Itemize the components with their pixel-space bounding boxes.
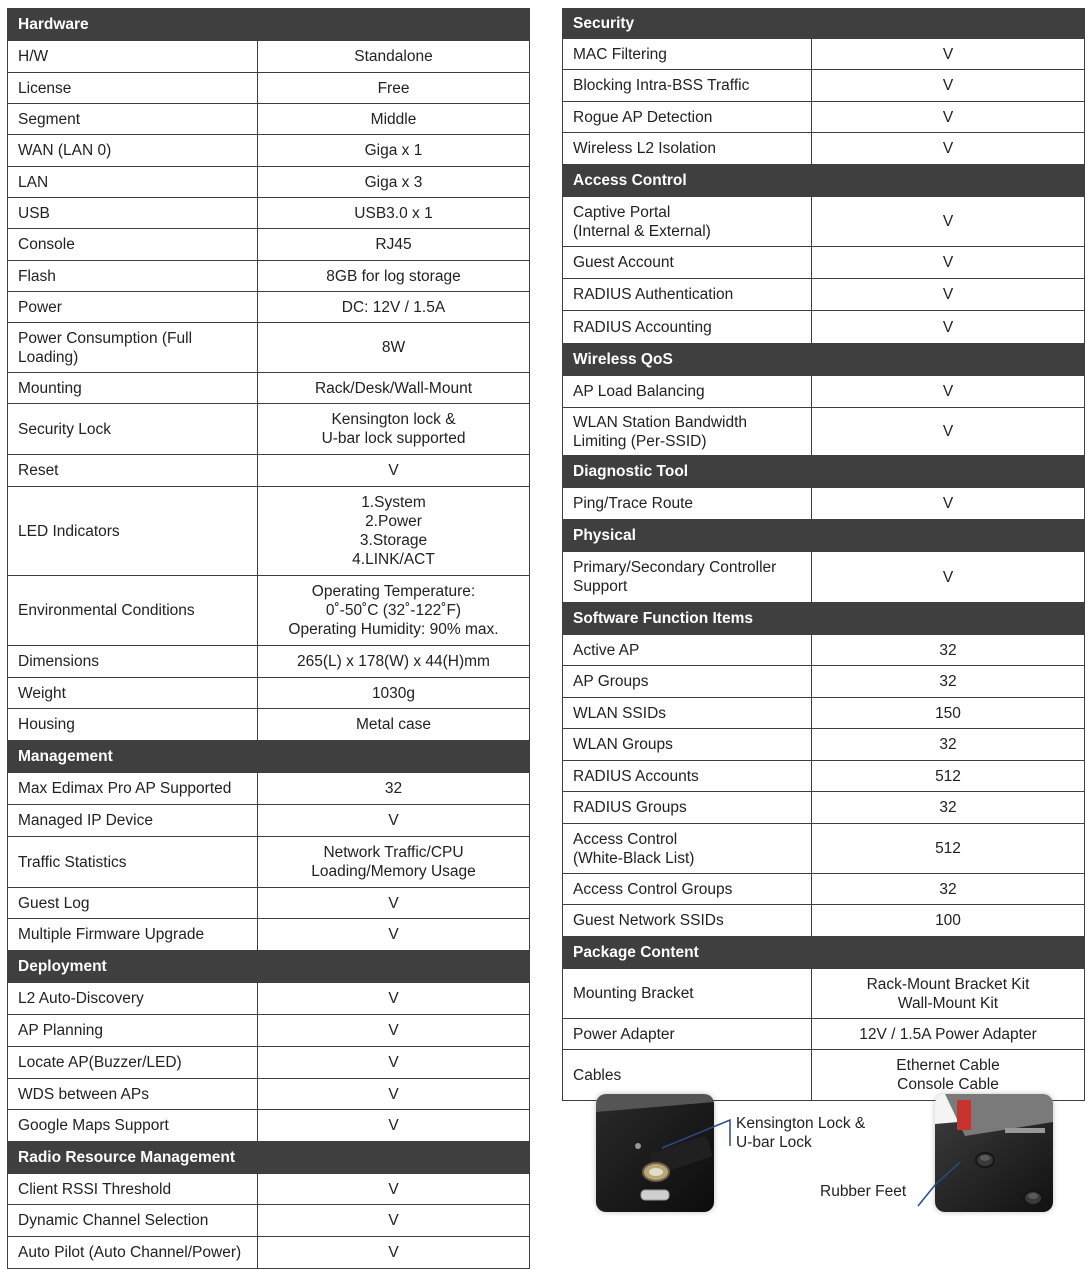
spec-label (563, 1019, 812, 1050)
rubber-feet-caption: Rubber Feet (820, 1183, 907, 1200)
section-header (563, 165, 1085, 197)
spec-value: DC: 12V / 1.5A (258, 292, 530, 323)
spec-row (563, 39, 1085, 70)
spec-value: 32 (812, 792, 1085, 824)
spec-label-text: Power Adapter (573, 1025, 675, 1043)
spec-row (8, 41, 530, 73)
spec-row (563, 408, 1085, 456)
spec-value: 32 (812, 729, 1085, 761)
spec-value: Middle (258, 104, 530, 135)
spec-value: V (812, 408, 1085, 456)
spec-label (8, 41, 258, 73)
spec-label-text: Access Control Groups (573, 880, 733, 898)
spec-label-text: WLAN SSIDs (573, 704, 667, 722)
spec-value: Kensington lock & U-bar lock supported (258, 404, 530, 455)
spec-value: USB3.0 x 1 (258, 198, 530, 229)
spec-row (8, 261, 530, 292)
spec-label-text: Managed IP Device (18, 812, 153, 829)
spec-label-text: Environmental Conditions (18, 602, 195, 619)
spec-label (563, 197, 812, 247)
spec-label (8, 404, 258, 455)
spec-label (8, 261, 258, 292)
spec-value: 32 (812, 635, 1085, 666)
spec-value: 150 (812, 698, 1085, 729)
spec-value: Free (258, 73, 530, 104)
spec-row (8, 104, 530, 135)
section-header (8, 741, 530, 773)
spec-label-text: L2 Auto-Discovery (18, 990, 144, 1007)
spec-value: V (812, 488, 1085, 520)
spec-label (8, 292, 258, 323)
spec-row (8, 805, 530, 837)
section-header (563, 9, 1085, 39)
spec-value: 32 (258, 773, 530, 805)
kensington-lock-caption: Kensington Lock & U-bar Lock (736, 1115, 866, 1151)
spec-row (8, 919, 530, 951)
spec-row (8, 198, 530, 229)
spec-label (563, 102, 812, 133)
section-header (563, 603, 1085, 635)
section-title: Hardware (8, 9, 530, 41)
spec-label-text: Guest Log (18, 894, 90, 912)
spec-value: V (258, 1205, 530, 1237)
section-title: Package Content (563, 937, 1085, 969)
right-spec-column (562, 8, 1085, 1101)
left-spec-table (7, 8, 530, 1269)
spec-value: Giga x 1 (258, 135, 530, 167)
spec-label-text: Reset (18, 462, 59, 479)
section-header (8, 9, 530, 41)
spec-label-text: Ping/Trace Route (573, 495, 694, 512)
spec-label-text: Flash (18, 267, 56, 285)
spec-label-text: Weight (18, 684, 66, 702)
spec-label (563, 666, 812, 698)
spec-label-text: Security Lock (18, 420, 112, 438)
spec-label (563, 376, 812, 408)
spec-value: V (258, 983, 530, 1015)
spec-row (8, 888, 530, 919)
spec-row (8, 1237, 530, 1269)
spec-value: 32 (812, 666, 1085, 698)
spec-label-text: Google Maps Support (18, 1117, 169, 1134)
spec-value: V (812, 376, 1085, 408)
spec-label (8, 1047, 258, 1079)
spec-label-text: Multiple Firmware Upgrade (18, 926, 205, 943)
spec-value: 32 (812, 874, 1085, 905)
spec-value: V (812, 133, 1085, 165)
spec-row (8, 983, 530, 1015)
spec-label-text: Auto Pilot (Auto Channel/Power) (18, 1244, 242, 1261)
spec-row (8, 167, 530, 198)
spec-label-text: WAN (LAN 0) (18, 142, 112, 159)
spec-row (8, 373, 530, 404)
spec-label (563, 635, 812, 666)
spec-label (8, 773, 258, 805)
spec-row (563, 1019, 1085, 1050)
spec-value: V (258, 888, 530, 919)
section-title: Deployment (8, 951, 530, 983)
spec-label-text: LAN (18, 173, 49, 191)
spec-label (8, 487, 258, 576)
spec-row (8, 1205, 530, 1237)
spec-label-text: Mounting (18, 379, 82, 397)
spec-value: V (812, 70, 1085, 102)
spec-value: V (258, 1110, 530, 1142)
spec-label-text: RADIUS Groups (573, 799, 687, 816)
spec-row (563, 969, 1085, 1019)
section-header (8, 951, 530, 983)
spec-value: V (258, 455, 530, 487)
spec-label (563, 698, 812, 729)
spec-label-text: Guest Account (573, 254, 674, 271)
spec-row (563, 552, 1085, 603)
spec-label (563, 824, 812, 874)
spec-label-text: Blocking Intra-BSS Traffic (573, 77, 750, 94)
spec-row (8, 646, 530, 678)
spec-label (8, 919, 258, 951)
spec-label (8, 576, 258, 646)
spec-value: 1.System 2.Power 3.Storage 4.LINK/ACT (258, 487, 530, 576)
spec-row (8, 229, 530, 261)
spec-label (563, 792, 812, 824)
spec-value: V (258, 1237, 530, 1269)
spec-label (8, 135, 258, 167)
right-spec-table (562, 8, 1085, 1101)
spec-label-text: AP Load Balancing (573, 383, 705, 400)
spec-label (8, 805, 258, 837)
spec-label (563, 247, 812, 279)
spec-label (8, 837, 258, 888)
spec-label-text: AP Groups (573, 673, 649, 690)
spec-row (563, 488, 1085, 520)
spec-label-text: WDS between APs (18, 1085, 149, 1103)
spec-label (563, 279, 812, 311)
spec-row (8, 455, 530, 487)
spec-value: Ethernet Cable Console Cable (812, 1050, 1085, 1101)
spec-label-text: LED Indicators (18, 522, 120, 540)
spec-value: RJ45 (258, 229, 530, 261)
spec-row (8, 773, 530, 805)
spec-value: 8GB for log storage (258, 261, 530, 292)
spec-label (8, 104, 258, 135)
spec-row (563, 197, 1085, 247)
spec-label-text: Access Control (White-Black List) (573, 830, 695, 867)
spec-label (563, 408, 812, 456)
spec-label (8, 229, 258, 261)
spec-value: Network Traffic/CPU Loading/Memory Usage (258, 837, 530, 888)
spec-label (8, 198, 258, 229)
spec-row (563, 247, 1085, 279)
spec-label-text: Max Edimax Pro AP Supported (18, 780, 232, 797)
section-title: Management (8, 741, 530, 773)
spec-label-text: AP Planning (18, 1022, 104, 1039)
spec-label-text: Power (18, 298, 62, 316)
spec-value: Rack/Desk/Wall-Mount (258, 373, 530, 404)
spec-row (8, 1079, 530, 1110)
spec-label-text: Client RSSI Threshold (18, 1180, 172, 1198)
spec-label-text: License (18, 79, 72, 97)
spec-label-text: Cables (573, 1066, 622, 1084)
spec-row (563, 311, 1085, 344)
spec-label-text: Power Consumption (Full Loading) (18, 329, 193, 366)
spec-value: 265(L) x 178(W) x 44(H)mm (258, 646, 530, 678)
spec-value: V (812, 311, 1085, 344)
section-title: Access Control (563, 165, 1085, 197)
spec-label-text: Active AP (573, 641, 640, 659)
spec-label-text: MAC Filtering (573, 45, 667, 63)
spec-label (8, 1079, 258, 1110)
spec-row (563, 635, 1085, 666)
section-title: Radio Resource Management (8, 1142, 530, 1174)
spec-row (563, 376, 1085, 408)
spec-label (8, 983, 258, 1015)
spec-label (563, 905, 812, 937)
spec-label-text: Wireless L2 Isolation (573, 140, 717, 157)
spec-row (8, 73, 530, 104)
spec-value: V (812, 552, 1085, 603)
spec-label (563, 761, 812, 792)
spec-value: Metal case (258, 709, 530, 741)
spec-row (563, 133, 1085, 165)
spec-label-text: RADIUS Authentication (573, 286, 734, 303)
spec-label-text: Captive Portal (Internal & External) (573, 203, 711, 240)
spec-row (563, 279, 1085, 311)
spec-label (563, 39, 812, 70)
spec-row (8, 487, 530, 576)
spec-row (8, 1015, 530, 1047)
spec-label (8, 455, 258, 487)
spec-value: 8W (258, 323, 530, 373)
spec-label (8, 373, 258, 404)
spec-value: V (258, 1047, 530, 1079)
spec-label-text: Traffic Statistics (18, 853, 127, 871)
spec-label (563, 133, 812, 165)
spec-label-text: Dimensions (18, 653, 99, 670)
spec-label (563, 874, 812, 905)
spec-label-text: Guest Network SSIDs (573, 912, 724, 929)
spec-value: V (258, 919, 530, 951)
spec-row (8, 678, 530, 709)
spec-row (8, 1110, 530, 1142)
spec-value: 12V / 1.5A Power Adapter (812, 1019, 1085, 1050)
spec-value: V (812, 39, 1085, 70)
section-title: Physical (563, 520, 1085, 552)
spec-label (563, 311, 812, 344)
spec-label (563, 552, 812, 603)
spec-label-text: Mounting Bracket (573, 985, 694, 1002)
spec-row (563, 729, 1085, 761)
spec-label (8, 1237, 258, 1269)
spec-value: Rack-Mount Bracket Kit Wall-Mount Kit (812, 969, 1085, 1019)
spec-label (8, 167, 258, 198)
section-header (563, 520, 1085, 552)
section-title: Diagnostic Tool (563, 456, 1085, 488)
spec-label (8, 888, 258, 919)
spec-label-text: RADIUS Accounts (573, 767, 699, 785)
spec-row (8, 323, 530, 373)
spec-value: V (258, 1079, 530, 1110)
section-header (563, 456, 1085, 488)
spec-value: V (812, 279, 1085, 311)
spec-row (8, 1047, 530, 1079)
spec-value: 1030g (258, 678, 530, 709)
spec-label-text: Primary/Secondary Controller Support (573, 559, 777, 595)
spec-label-text: Locate AP(Buzzer/LED) (18, 1054, 182, 1071)
spec-label (563, 729, 812, 761)
spec-label-text: WLAN Station Bandwidth Limiting (Per-SSID) (573, 413, 748, 450)
spec-label (563, 70, 812, 102)
spec-label (8, 1174, 258, 1205)
spec-value: 100 (812, 905, 1085, 937)
spec-row (8, 837, 530, 888)
section-title: Security (563, 9, 1085, 39)
spec-label (8, 678, 258, 709)
left-spec-column (7, 8, 530, 1269)
spec-value: 512 (812, 824, 1085, 874)
spec-label-text: H/W (18, 48, 49, 65)
spec-row (563, 698, 1085, 729)
spec-row (563, 761, 1085, 792)
spec-label (563, 969, 812, 1019)
spec-row (563, 666, 1085, 698)
spec-value: V (258, 1174, 530, 1205)
spec-value: V (812, 102, 1085, 133)
spec-label-text: USB (18, 204, 50, 222)
spec-row (8, 292, 530, 323)
spec-label (8, 1015, 258, 1047)
spec-label-text: Segment (18, 110, 81, 128)
spec-row (563, 102, 1085, 133)
spec-label (563, 488, 812, 520)
spec-row (8, 709, 530, 741)
spec-label-text: Dynamic Channel Selection (18, 1212, 209, 1229)
spec-label (8, 323, 258, 373)
spec-row (563, 70, 1085, 102)
spec-value: V (812, 247, 1085, 279)
spec-value: 512 (812, 761, 1085, 792)
section-header (563, 937, 1085, 969)
spec-value: Operating Temperature: 0˚-50˚C (32˚-122˚F) Operating Humidity: 90% max. (258, 576, 530, 646)
section-header (563, 344, 1085, 376)
spec-label (8, 1205, 258, 1237)
section-title: Wireless QoS (563, 344, 1085, 376)
spec-value: Giga x 3 (258, 167, 530, 198)
spec-value: V (258, 805, 530, 837)
spec-label (8, 1110, 258, 1142)
spec-row (8, 404, 530, 455)
spec-row (563, 824, 1085, 874)
spec-label-text: WLAN Groups (573, 736, 673, 753)
spec-row (8, 135, 530, 167)
spec-label (8, 73, 258, 104)
spec-label (8, 709, 258, 741)
spec-label-text: RADIUS Accounting (573, 318, 712, 336)
spec-label-text: Console (18, 236, 75, 253)
spec-row (8, 1174, 530, 1205)
spec-label-text: Housing (18, 716, 75, 733)
spec-row (563, 905, 1085, 937)
spec-row (8, 576, 530, 646)
section-header (8, 1142, 530, 1174)
spec-row (563, 874, 1085, 905)
spec-label (8, 646, 258, 678)
section-title: Software Function Items (563, 603, 1085, 635)
spec-value: Standalone (258, 41, 530, 73)
spec-value: V (812, 197, 1085, 247)
spec-value: V (258, 1015, 530, 1047)
spec-label-text: Rogue AP Detection (573, 108, 713, 126)
product-photos (590, 1090, 1070, 1220)
spec-row (563, 792, 1085, 824)
